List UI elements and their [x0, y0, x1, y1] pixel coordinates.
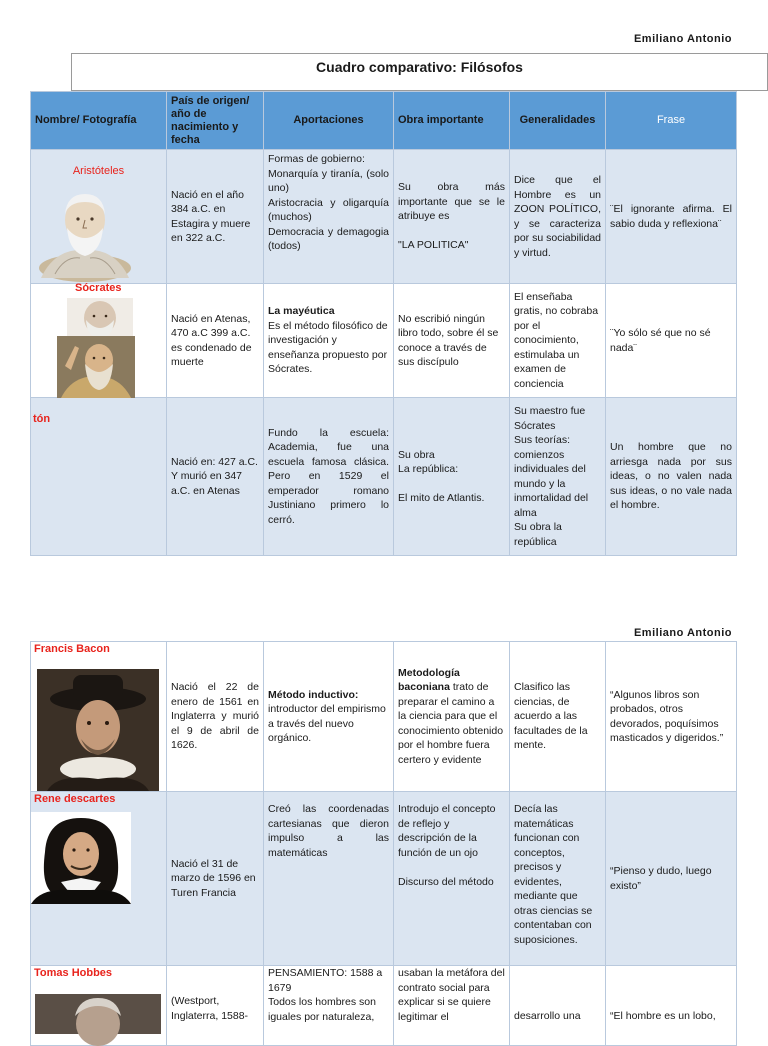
work-cell — [394, 642, 510, 792]
work-cell: Su obra más importante que se le atribuye es "LA POLITICA" — [394, 150, 510, 284]
author-name: Emiliano Antonio — [633, 33, 732, 45]
general-cell: Dice que el Hombre es un ZOON POLÍTICO, y se caracteriza por su sociabilidad y virtud. — [510, 150, 606, 284]
philosopher-name-part: tón — [33, 413, 51, 425]
document-title: Cuadro comparativo: Filósofos — [71, 53, 768, 91]
name-cell — [31, 398, 167, 556]
contributions-cell: Creó las coordenadas cartesianas que dieron impulso a las matemáticas — [264, 792, 394, 966]
aristotle-portrait — [35, 186, 135, 278]
contributions-cell: PENSAMIENTO: 1588 a 1679 Todos los hombres son iguales por naturaleza, — [264, 966, 394, 1046]
name-cell — [31, 642, 167, 792]
socrates-portrait — [67, 298, 133, 338]
quote-cell: “Algunos libros son probados, otros devorados, poquísimos masticados y digeridos.” — [606, 642, 737, 792]
contributions-cell: Fundo la escuela: Academia, fue una escuela famosa clásica. Pero en 1529 el emperador romano Justiniano primero lo cerró. — [264, 398, 394, 556]
table-row — [31, 398, 737, 556]
quote-cell: ¨El ignorante afirma. El sabio duda y reflexiona¨ — [606, 150, 737, 284]
header-work: Obra importante — [394, 92, 510, 150]
quote-cell: “El hombre es un lobo, — [606, 966, 737, 1046]
contributions-title: La mayéutica — [268, 305, 335, 318]
origin-cell: Nació en Atenas, 470 a.C 399 a.C. es condenado de muerte — [167, 284, 264, 398]
header-name: Nombre/ Fotografía — [31, 92, 167, 150]
general-cell: desarrollo una — [510, 966, 606, 1046]
rene-descartes-portrait — [31, 812, 131, 904]
table-row — [31, 284, 737, 398]
header-contributions: Aportaciones — [264, 92, 394, 150]
contributions-text: Es el método filosófico de investigación y enseñanza propuesto por Sócrates. — [268, 319, 388, 376]
table-row — [31, 642, 737, 792]
philosopher-name: Sócrates — [75, 282, 122, 294]
name-cell — [31, 284, 167, 398]
contributions-cell — [264, 642, 394, 792]
work-text: trato de preparar el camino a la ciencia para que el conocimiento obtenido por el hombre fuera certero y evidente — [398, 681, 504, 766]
general-cell: El enseñaba gratis, no cobraba por el conocimiento, estimulaba un examen de conciencia — [510, 284, 606, 398]
philosopher-name: Francis Bacon — [34, 643, 110, 655]
philosopher-name: Tomas Hobbes — [34, 967, 113, 979]
philosopher-name: Rene descartes — [34, 793, 116, 805]
table-row — [31, 150, 737, 284]
quote-cell: ¨Yo sólo sé que no sé nada¨ — [606, 284, 737, 398]
name-cell — [31, 792, 167, 966]
origin-cell: Nació en: 427 a.C. Y murió en 347 a.C. en Atenas — [167, 398, 264, 556]
contributions-title: Método inductivo: — [268, 688, 359, 701]
work-cell: Introdujo el concepto de reflejo y descripción de la función de un ojo Discurso del método — [394, 792, 510, 966]
header-general: Generalidades — [510, 92, 606, 150]
francis-bacon-portrait — [37, 669, 159, 791]
philosopher-name: Aristóteles — [72, 165, 125, 177]
table-row — [31, 966, 737, 1046]
origin-cell: Nació en el año 384 a.C. en Estagira y muere en 322 a.C. — [167, 150, 264, 284]
general-cell: Clasifico las ciencias, de acuerdo a las facultades de la mente. — [510, 642, 606, 792]
origin-cell: Nació el 22 de enero de 1561 en Inglaterra y murió el 9 de abril de 1626. — [167, 642, 264, 792]
work-cell: Su obra La república: El mito de Atlantis. — [394, 398, 510, 556]
tomas-hobbes-portrait — [35, 994, 161, 1034]
origin-cell: Nació el 31 de marzo de 1596 en Turen Francia — [167, 792, 264, 966]
general-cell: Decía las matemáticas funcionan con conceptos, precisos y evidentes, mediante que otras ciencias se contentaban con suposiciones. — [510, 792, 606, 966]
table-header-row — [31, 92, 737, 150]
name-cell — [31, 966, 167, 1046]
author-name-page-2: Emiliano Antonio — [633, 627, 732, 639]
quote-cell: Un hombre que no arriesga nada por sus ideas, o no valen nada sus ideas, o no vale nada el hombre. — [606, 398, 737, 556]
header-quote: Frase — [606, 92, 737, 150]
header-origin: País de origen/ año de nacimiento y fecha — [167, 92, 264, 150]
comparison-table-page-1 — [30, 91, 737, 556]
general-cell: Su maestro fue Sócrates Sus teorías: comienzos individuales del mundo y la inmortalidad del alma Su obra la república — [510, 398, 606, 556]
name-cell — [31, 150, 167, 284]
table-row — [31, 792, 737, 966]
work-title: Metodología baconiana — [398, 666, 460, 694]
work-cell: usaban la metáfora del contrato social para explicar si se quiere legitimar el — [394, 966, 510, 1046]
contributions-cell — [264, 284, 394, 398]
contributions-text: introductor del empirismo a través del nuevo orgánico. — [268, 703, 386, 744]
origin-cell: (Westport, Inglaterra, 1588- — [167, 966, 264, 1046]
quote-cell: “Pienso y dudo, luego existo” — [606, 792, 737, 966]
comparison-table-page-2 — [30, 641, 737, 1046]
work-cell: No escribió ningún libro todo, sobre él se conoce a través de sus discípulo — [394, 284, 510, 398]
contributions-cell: Formas de gobierno: Monarquía y tiranía, (solo uno) Aristocracia y oligarquía (muchos) Democracia y demagogia (todos) — [264, 150, 394, 284]
